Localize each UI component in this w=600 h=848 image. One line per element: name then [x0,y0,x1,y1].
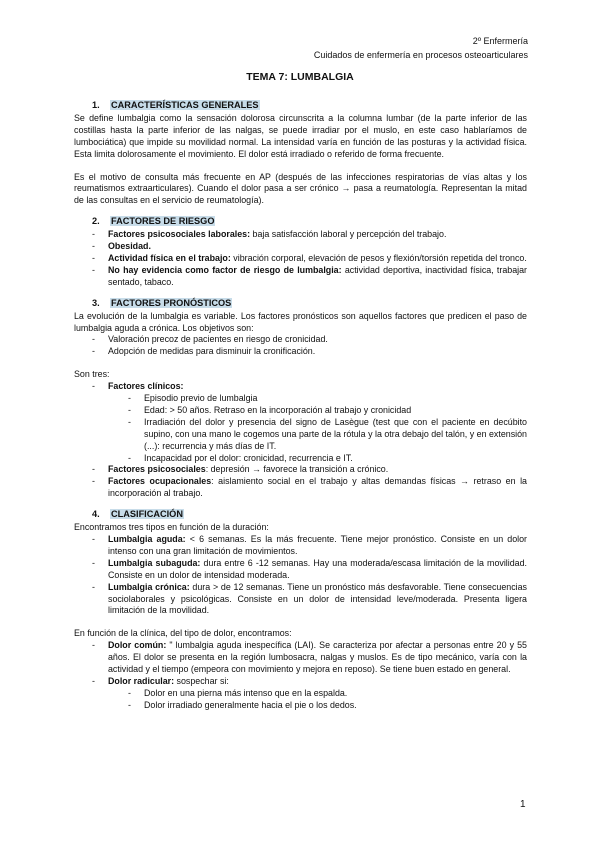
risk-factors-list [74,229,527,289]
list-item: - Incapacidad por el dolor: cronicidad, recurrencia e IT. [74,453,527,465]
paragraph: Encontramos tres tipos en función de la duración: [74,522,269,533]
objectives-list [74,334,527,358]
pain-types-list [74,640,527,711]
header-subject: Cuidados de enfermería en procesos osteoarticulares [313,50,528,60]
list-item: - No hay evidencia como factor de riesgo de lumbalgia: actividad deportiva, inactividad física, trabajar sentado, tabaco. [74,265,527,289]
section-heading-4: 4. CLASIFICACIÓN [92,509,183,520]
paragraph: Son tres: [74,369,110,380]
list-item: - Factores ocupacionales: aislamiento social en el trabajo y altas demandas físicas → retraso en la incorporación al trabajo. [74,476,527,500]
list-item: - Edad: > 50 años. Retraso en la incorporación al trabajo y cronicidad [74,405,527,417]
duration-types-list [74,534,527,617]
list-item: - Episodio previo de lumbalgia [74,393,527,405]
list-item: - Dolor en una pierna más intenso que en la espalda. [74,688,527,700]
list-item: - Lumbalgia aguda: < 6 semanas. Es la más frecuente. Tiene mejor pronóstico. Consiste en un dolor intenso con una gran limitación de movimientos. [74,534,527,558]
page-title: TEMA 7: LUMBALGIA [246,71,354,83]
section-heading-2: 2. FACTORES DE RIESGO [92,216,215,227]
list-item: - Factores psicosociales laborales: baja satisfacción laboral y percepción del trabajo. [74,229,527,241]
list-item: - Obesidad. [74,241,527,253]
radicular-signs-list [74,688,527,712]
list-item: - Lumbalgia subaguda: dura entre 6 -12 semanas. Hay una moderada/escasa limitación de la movilidad. Consiste en un dolor de intensidad moderada. [74,558,527,582]
page-number: 1 [520,799,526,810]
clinical-factors-list [74,393,527,464]
list-item: - Dolor radicular: sospechar si: - Dolor en una pierna más intenso que en la espalda. - Dolor irradiado generalmente hacia el pie o los dedos. [74,676,527,712]
header-course: 2º Enfermería [472,36,528,46]
list-item: - Lumbalgia crónica: dura > de 12 semanas. Tiene un pronóstico más desfavorable. Tiene consecuencias sociolaborales y psicológicas. Consiste en un dolor de intensidad leve/moderada. Presenta ligera limitación de la movilidad. [74,582,527,618]
paragraph: Es el motivo de consulta más frecuente en AP (después de las infecciones respiratorias de vías altas y los reumatismos extraarticulares). Cuando el dolor pasa a ser crónico → pasa a reumatología. Representan la mitad de las consultas en el servicio de reumatología). [74,171,527,206]
section-heading-1: 1. CARACTERÍSTICAS GENERALES [92,100,259,110]
list-item: - Dolor irradiado generalmente hacia el pie o los dedos. [74,700,527,712]
prognostic-factors-list [74,381,527,500]
paragraph: En función de la clínica, del tipo de dolor, encontramos: [74,628,292,639]
list-item: - Adopción de medidas para disminuir la cronificación. [74,346,527,358]
list-item: - Valoración precoz de pacientes en riesgo de cronicidad. [74,334,527,346]
list-item: - Actividad física en el trabajo: vibración corporal, elevación de pesos y flexión/torsión repetida del tronco. [74,253,527,265]
list-item: - Dolor común: " lumbalgia aguda inespecífica (LAI). Se caracteriza por afectar a personas entre 20 y 55 años. El dolor se presenta en la región lumbosacra, nalgas y muslos. Es de tipo mecánico, varía con la actividad y el tiempo (empeora con movimiento y mejora en reposo). Se tiene buen estado en general. [74,640,527,676]
list-item: - Factores clínicos: - Episodio previo de lumbalgia - Edad: > 50 años. Retraso en la incorporación al trabajo y cronicidad - Irradiación del dolor y presencia del signo de Lasègue (test que con el paciente en decúbito supino, con una mano le cogemos una parte de la rótula y la otra debajo del talón, y en extensión (...): recurrencia y más días de IT. - Incapacidad por el dolor: cronicidad, recurrencia e IT. [74,381,527,464]
document-body [74,97,527,712]
section-heading-3: 3. FACTORES PRONÓSTICOS [92,297,232,308]
paragraph: Se define lumbalgia como la sensación dolorosa circunscrita a la columna lumbar (de la parte inferior de las costillas hasta la parte inferior de las nalgas, se puede irradiar por el muslo, en este caso hablaríamos de lumbociática) que impide su movilidad normal. La intensidad varía en función de las posturas y la actividad física. Esta limita dolorosamente el movimiento. El dolor está irradiado o referido de forma frecuente. [74,112,527,159]
list-item: - Factores psicosociales: depresión → favorece la transición a crónico. [74,464,527,476]
list-item: - Irradiación del dolor y presencia del signo de Lasègue (test que con el paciente en decúbito supino, con una mano le cogemos una parte de la rótula y la otra debajo del talón, y en extensión (...): recurrencia y más días de IT. [74,417,527,453]
paragraph: La evolución de la lumbalgia es variable. Los factores pronósticos son aquellos factores que predicen el paso de lumbalgia aguda a crónica. Los objetivos son: [74,310,527,333]
